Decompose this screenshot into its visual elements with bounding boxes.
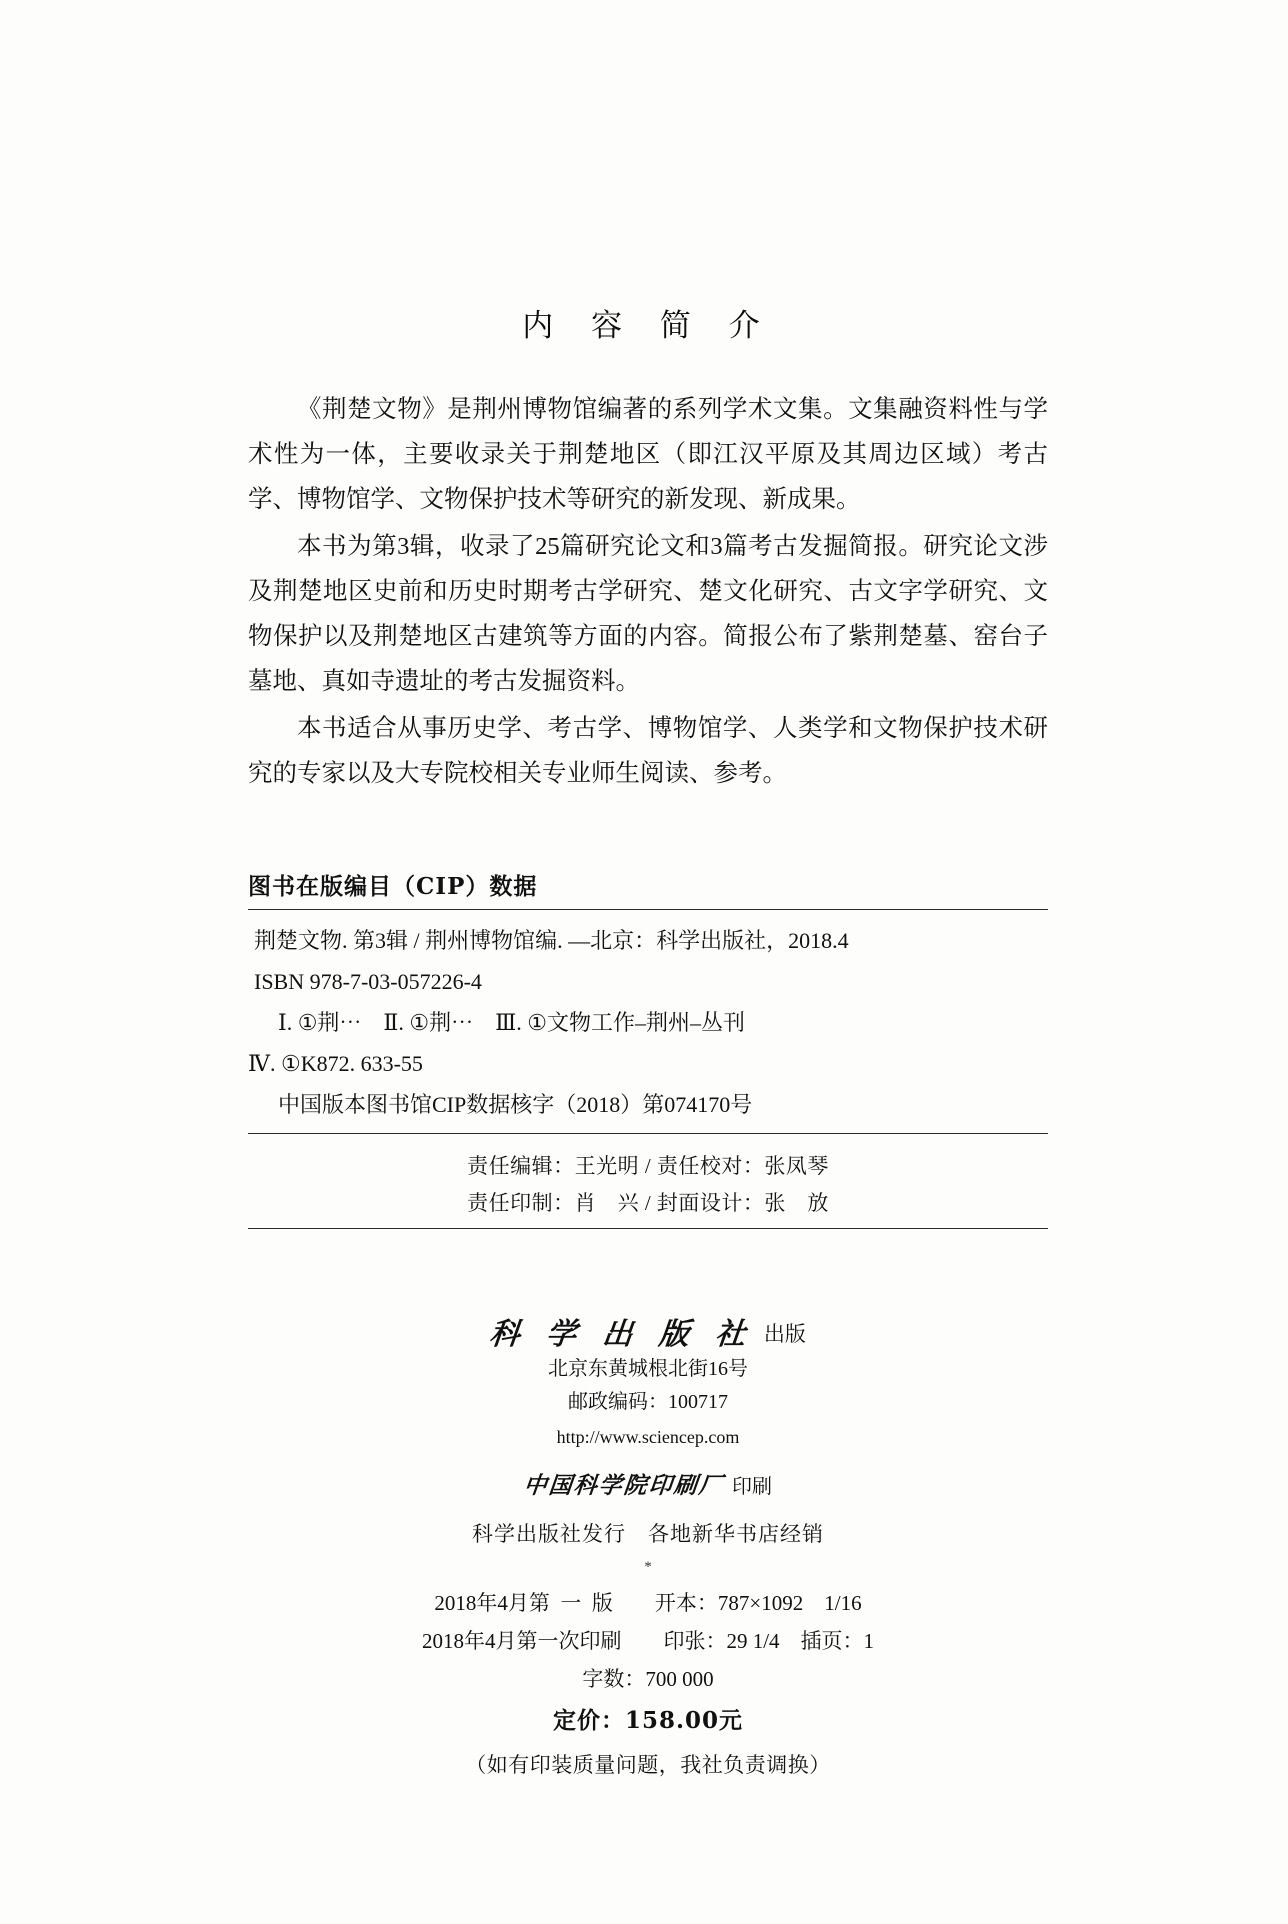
publisher-postcode: 邮政编码：100717 [568,1391,728,1413]
cip-line: 荆楚文物. 第3辑 / 荆州博物馆编. —北京：科学出版社，2018.4 [254,928,849,953]
price-row [248,1702,1048,1740]
publisher-name-row [248,1309,1048,1353]
credits-block [248,1134,1048,1228]
publisher-block [248,1309,1048,1576]
page-content [248,0,1048,1784]
cip-block [248,868,1048,1229]
credit-line: 责任印制：肖 兴 / 封面设计：张 放 [467,1191,829,1215]
publisher-suffix: 出版 [763,1322,806,1346]
spec-line-wordcount: 字数：700 000 [582,1667,714,1691]
distribution-line: 科学出版社发行 各地新华书店经销 [472,1522,824,1546]
price-label: 定价： [552,1708,625,1733]
divider-credits [248,1228,1048,1229]
price-value: 158.00元 [624,1707,744,1734]
printer-row [248,1467,1048,1500]
abstract-paragraph: 本书为第3辑，收录了25篇研究论文和3篇考古发掘简报。研究论文涉及荆楚地区史前和历史时期考古学研究、楚文化研究、古文字学研究、文物保护以及荆楚地区古建筑等方面的内容。简报公布了紫荆楚墓、窑台子墓地、真如寺遗址的考古发掘资料。 [248,533,1048,695]
publisher-address: 北京东黄城根北街16号 [548,1358,748,1380]
page-title: 内 容 简 介 [522,308,774,344]
printer-suffix: 印刷 [732,1476,772,1498]
separator-asterisk: * [644,1559,652,1575]
spec-line-printing: 2018年4月第一次印刷 印张：29 1/4 插页：1 [421,1629,875,1653]
abstract-paragraph: 本书适合从事历史学、考古学、博物馆学、人类学和文物保护技术研究的专家以及大专院校相关专业师生阅读、参考。 [248,715,1048,787]
spec-line-edition: 2018年4月第 一 版 开本：787×1092 1/16 [434,1591,862,1615]
cip-line: Ⅰ. ①荆⋯ Ⅱ. ①荆⋯ Ⅲ. ①文物工作–荆州–丛刊 [278,1010,746,1035]
abstract-paragraph: 《荆楚文物》是荆州博物馆编著的系列学术文集。文集融资料性与学术性为一体，主要收录关于荆楚地区（即江汉平原及其周边区域）考古学、博物馆学、文物保护技术等研究的新发现、新成果。 [248,396,1048,513]
cip-line: Ⅳ. ①K872. 633-55 [248,1051,423,1076]
publisher-name: 科 学 出 版 社 [487,1317,756,1352]
imprint-specs [248,1584,1048,1784]
cip-lines [248,910,1048,1133]
cip-line: 中国版本图书馆CIP数据核字（2018）第074170号 [278,1092,753,1117]
printer-name: 中国科学院印刷厂 [522,1472,726,1499]
credit-line: 责任编辑：王光明 / 责任校对：张凤琴 [467,1154,829,1178]
abstract-block [248,387,1048,796]
quality-note: （如有印装质量问题，我社负责调换） [465,1753,831,1777]
cip-line: ISBN 978-7-03-057226-4 [254,969,482,994]
cip-heading: 图书在版编目（CIP）数据 [248,873,538,900]
publisher-url[interactable]: http://www.sciencep.com [556,1427,740,1447]
